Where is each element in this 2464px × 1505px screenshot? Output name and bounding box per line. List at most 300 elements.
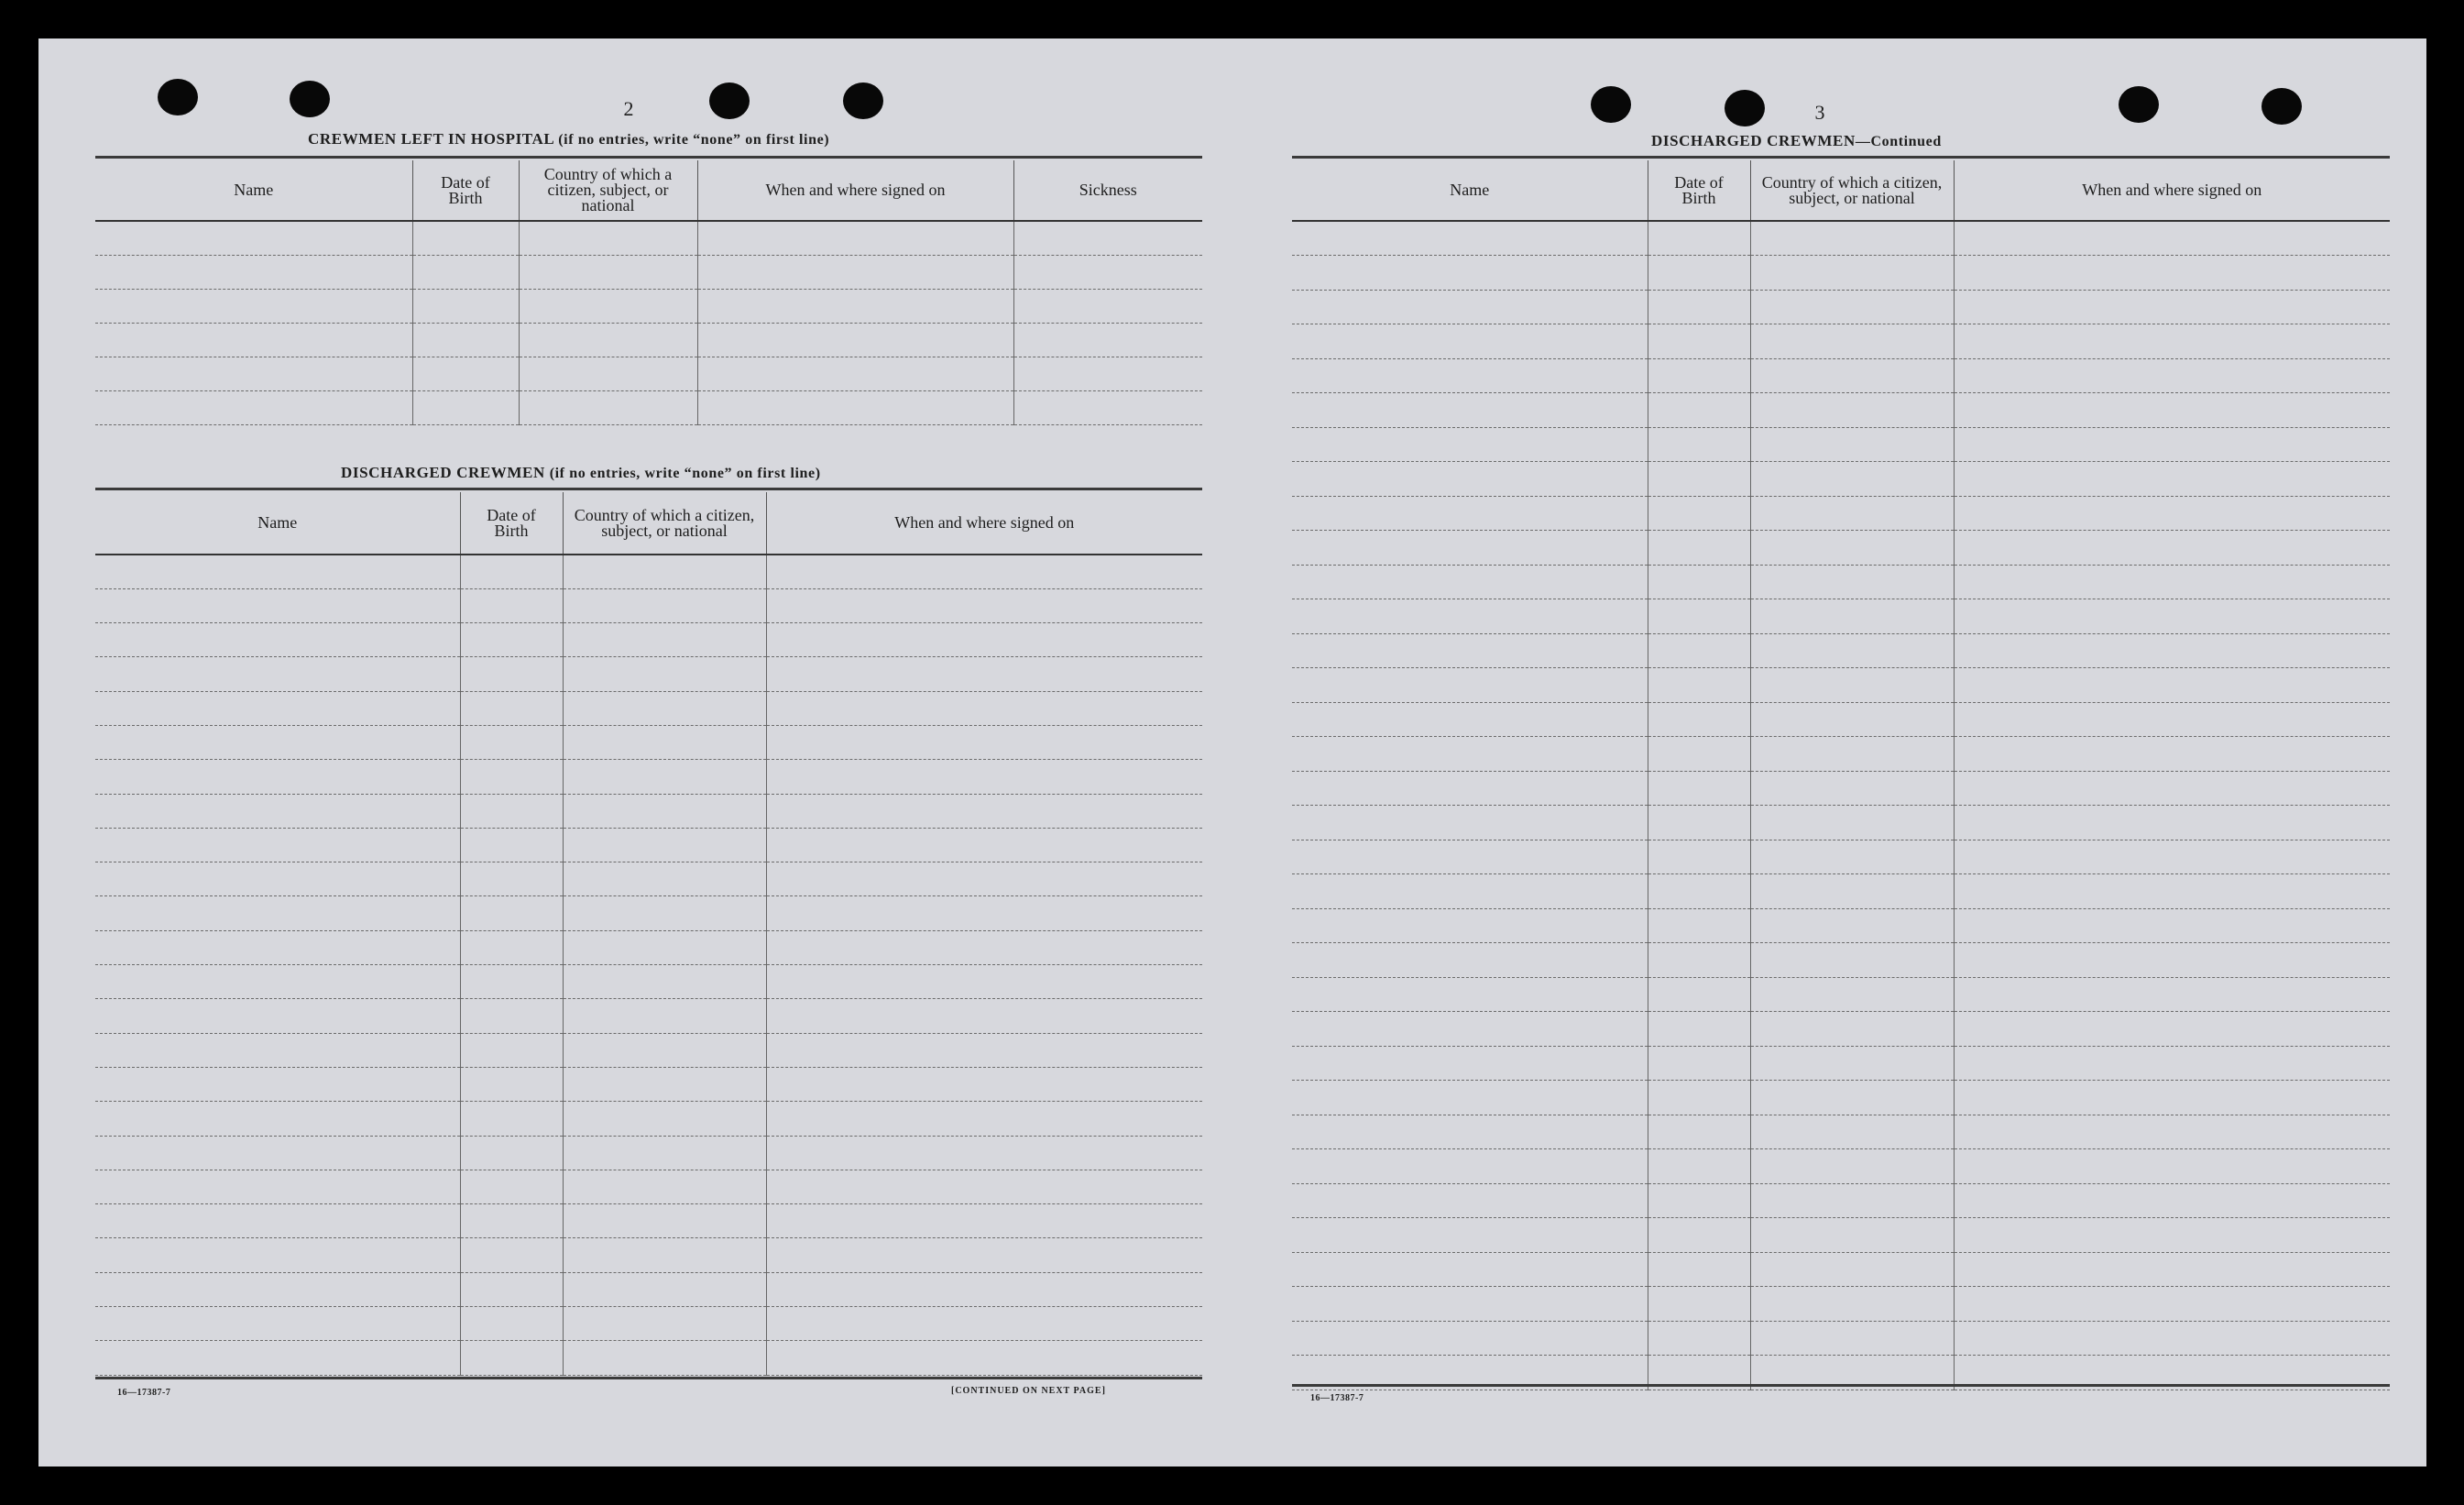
- blank-cell: [1954, 1321, 2390, 1356]
- blank-cell: [766, 1204, 1202, 1238]
- blank-cell: [460, 999, 563, 1033]
- blank-cell: [563, 555, 766, 588]
- blank-cell: [460, 794, 563, 828]
- blank-cell: [1292, 737, 1648, 772]
- table-row: [95, 289, 1202, 323]
- blank-cell: [766, 1067, 1202, 1101]
- blank-cell: [563, 1307, 766, 1341]
- blank-cell: [1292, 1012, 1648, 1047]
- blank-cell: [563, 930, 766, 964]
- col-country-label: Country of which a citizen, subject, or national: [574, 505, 755, 540]
- blank-cell: [1648, 1218, 1750, 1253]
- blank-cell: [95, 965, 460, 999]
- blank-cell: [1750, 668, 1954, 703]
- blank-cell: [460, 828, 563, 862]
- blank-cell: [563, 1341, 766, 1375]
- table-row: [1292, 565, 2390, 599]
- blank-cell: [460, 760, 563, 794]
- table-row: [1292, 771, 2390, 806]
- col-signed-on: When and where signed on: [1954, 160, 2390, 221]
- blank-cell: [1750, 496, 1954, 531]
- bottom-rule: [1292, 1384, 2390, 1387]
- table-row: [95, 1238, 1202, 1272]
- continued-suffix: —Continued: [1855, 134, 1942, 149]
- blank-cell: [95, 588, 460, 622]
- form-code: 16—17387-7: [1310, 1393, 1364, 1403]
- blank-cell: [1292, 427, 1648, 462]
- page-number: 3: [1814, 101, 1825, 124]
- blank-cell: [766, 1033, 1202, 1067]
- blank-cell: [1750, 633, 1954, 668]
- blank-cell: [1292, 1218, 1648, 1253]
- blank-cell: [1292, 1046, 1648, 1081]
- blank-cell: [1954, 393, 2390, 428]
- blank-cell: [460, 930, 563, 964]
- blank-cell: [1750, 1081, 1954, 1115]
- blank-cell: [1750, 1149, 1954, 1184]
- blank-cell: [563, 1067, 766, 1101]
- blank-cell: [1292, 1149, 1648, 1184]
- blank-cell: [1648, 771, 1750, 806]
- table-row: [1292, 1287, 2390, 1322]
- blank-cell: [766, 760, 1202, 794]
- blank-cell: [697, 390, 1013, 424]
- blank-cell: [766, 965, 1202, 999]
- blank-cell: [1750, 1046, 1954, 1081]
- blank-cell: [1750, 256, 1954, 291]
- blank-cell: [1292, 221, 1648, 256]
- blank-cell: [95, 725, 460, 759]
- blank-cell: [1292, 1115, 1648, 1149]
- blank-cell: [1648, 256, 1750, 291]
- blank-cell: [460, 1136, 563, 1170]
- col-country: [563, 492, 766, 555]
- table-row: [1292, 1252, 2390, 1287]
- blank-cell: [95, 1307, 460, 1341]
- blank-cell: [1292, 290, 1648, 324]
- blank-cell: [766, 896, 1202, 930]
- blank-cell: [1750, 531, 1954, 566]
- discharged-instruction: (if no entries, write “none” on first line): [549, 466, 821, 481]
- blank-cell: [1648, 531, 1750, 566]
- table-row: [1292, 737, 2390, 772]
- table-row: [1292, 221, 2390, 256]
- blank-cell: [766, 999, 1202, 1033]
- blank-cell: [1954, 1183, 2390, 1218]
- blank-cell: [460, 1272, 563, 1306]
- blank-cell: [1648, 737, 1750, 772]
- table-row: [95, 357, 1202, 390]
- blank-cell: [1013, 255, 1202, 289]
- blank-cell: [1292, 874, 1648, 909]
- blank-cell: [460, 588, 563, 622]
- blank-cell: [766, 657, 1202, 691]
- blank-cell: [1292, 462, 1648, 497]
- hospital-instruction: (if no entries, write “none” on first line): [558, 132, 830, 148]
- blank-cell: [766, 1136, 1202, 1170]
- blank-cell: [1648, 290, 1750, 324]
- blank-cell: [1292, 358, 1648, 393]
- form-code: 16—17387-7: [117, 1388, 171, 1398]
- blank-cell: [1648, 977, 1750, 1012]
- blank-cell: [766, 862, 1202, 896]
- blank-cell: [766, 1238, 1202, 1272]
- blank-cell: [460, 555, 563, 588]
- blank-cell: [563, 1170, 766, 1203]
- discharged-section-title: [341, 464, 821, 482]
- blank-cell: [1292, 1287, 1648, 1322]
- blank-cell: [95, 623, 460, 657]
- blank-cell: [460, 1341, 563, 1375]
- blank-cell: [95, 255, 412, 289]
- blank-cell: [95, 657, 460, 691]
- blank-cell: [95, 896, 460, 930]
- blank-cell: [1954, 462, 2390, 497]
- table-row: [95, 1102, 1202, 1136]
- table-row: [95, 1067, 1202, 1101]
- blank-cell: [1954, 1115, 2390, 1149]
- blank-cell: [1648, 393, 1750, 428]
- table-row: [95, 1272, 1202, 1306]
- blank-cell: [563, 896, 766, 930]
- blank-cell: [766, 1341, 1202, 1375]
- col-country-label: Country of which a citizen, subject, or national: [543, 165, 673, 214]
- blank-cell: [563, 1033, 766, 1067]
- blank-cell: [766, 1102, 1202, 1136]
- blank-cell: [1954, 1012, 2390, 1047]
- blank-cell: [1750, 874, 1954, 909]
- blank-cell: [412, 323, 519, 357]
- punch-hole: [2261, 88, 2302, 125]
- blank-cell: [412, 221, 519, 255]
- table-row: [1292, 1218, 2390, 1253]
- punch-hole: [158, 79, 198, 115]
- table-row: [95, 1307, 1202, 1341]
- blank-cell: [1648, 1081, 1750, 1115]
- punch-hole: [843, 82, 883, 119]
- blank-cell: [519, 323, 697, 357]
- table-row: [1292, 806, 2390, 840]
- blank-cell: [95, 1204, 460, 1238]
- discharged-title-text: DISCHARGED CREWMEN: [341, 464, 545, 481]
- blank-cell: [1648, 702, 1750, 737]
- bottom-rule: [95, 1377, 1202, 1379]
- hospital-section-title: [308, 130, 829, 148]
- blank-cell: [95, 390, 412, 424]
- blank-cell: [460, 965, 563, 999]
- blank-cell: [563, 588, 766, 622]
- blank-cell: [1954, 943, 2390, 978]
- table-row: [1292, 256, 2390, 291]
- blank-cell: [1648, 462, 1750, 497]
- blank-cell: [697, 357, 1013, 390]
- blank-cell: [519, 221, 697, 255]
- blank-cell: [1648, 874, 1750, 909]
- table-row: [95, 725, 1202, 759]
- blank-cell: [95, 1341, 460, 1375]
- blank-cell: [1750, 806, 1954, 840]
- blank-cell: [1648, 324, 1750, 359]
- table-row: [95, 794, 1202, 828]
- blank-cell: [95, 323, 412, 357]
- blank-cell: [95, 862, 460, 896]
- table-row: [95, 1204, 1202, 1238]
- blank-cell: [1292, 565, 1648, 599]
- blank-cell: [766, 623, 1202, 657]
- blank-cell: [1954, 633, 2390, 668]
- blank-cell: [95, 221, 412, 255]
- form-sheet: [38, 38, 2426, 1467]
- blank-cell: [1954, 496, 2390, 531]
- blank-cell: [1292, 1183, 1648, 1218]
- blank-cell: [1750, 221, 1954, 256]
- table-row: [1292, 1012, 2390, 1047]
- blank-cell: [95, 1272, 460, 1306]
- blank-cell: [766, 1272, 1202, 1306]
- blank-cell: [1292, 943, 1648, 978]
- table-row: [95, 1341, 1202, 1375]
- blank-cell: [460, 623, 563, 657]
- blank-cell: [563, 828, 766, 862]
- table-row: [95, 862, 1202, 896]
- blank-cell: [1648, 668, 1750, 703]
- table-row: [1292, 1046, 2390, 1081]
- blank-cell: [95, 289, 412, 323]
- blank-cell: [697, 221, 1013, 255]
- blank-cell: [1648, 633, 1750, 668]
- blank-cell: [1750, 771, 1954, 806]
- blank-cell: [563, 965, 766, 999]
- blank-cell: [1648, 565, 1750, 599]
- blank-cell: [460, 691, 563, 725]
- table-row: [1292, 633, 2390, 668]
- table-row: [1292, 1183, 2390, 1218]
- blank-cell: [563, 691, 766, 725]
- blank-cell: [563, 725, 766, 759]
- discharged-continued-text: DISCHARGED CREWMEN: [1651, 132, 1856, 149]
- blank-cell: [1648, 1252, 1750, 1287]
- col-country-label: Country of which a citizen, subject, or national: [1761, 172, 1943, 207]
- blank-cell: [1954, 599, 2390, 634]
- blank-cell: [1013, 323, 1202, 357]
- blank-cell: [1292, 1081, 1648, 1115]
- blank-cell: [1954, 358, 2390, 393]
- table-row: [95, 691, 1202, 725]
- col-country: [1750, 160, 1954, 221]
- blank-cell: [766, 555, 1202, 588]
- blank-cell: [1648, 1287, 1750, 1322]
- blank-cell: [1954, 806, 2390, 840]
- col-date-of-birth: [412, 160, 519, 221]
- blank-cell: [1750, 1218, 1954, 1253]
- table-row: [1292, 908, 2390, 943]
- blank-cell: [460, 862, 563, 896]
- blank-cell: [460, 1204, 563, 1238]
- table-row: [95, 1033, 1202, 1067]
- col-signed-on: When and where signed on: [766, 492, 1202, 555]
- blank-cell: [95, 760, 460, 794]
- table-row: [1292, 324, 2390, 359]
- blank-cell: [460, 1238, 563, 1272]
- blank-cell: [1954, 1287, 2390, 1322]
- blank-cell: [766, 1170, 1202, 1203]
- blank-cell: [1292, 324, 1648, 359]
- page-number: 2: [623, 97, 634, 120]
- blank-cell: [95, 1033, 460, 1067]
- blank-cell: [519, 289, 697, 323]
- table-row: [95, 623, 1202, 657]
- blank-cell: [95, 828, 460, 862]
- col-country: [519, 160, 697, 221]
- blank-cell: [1954, 290, 2390, 324]
- blank-cell: [1292, 977, 1648, 1012]
- table-row: [1292, 977, 2390, 1012]
- table-row: [1292, 668, 2390, 703]
- blank-cell: [766, 725, 1202, 759]
- blank-cell: [1648, 427, 1750, 462]
- col-sickness: Sickness: [1013, 160, 1202, 221]
- blank-cell: [1013, 289, 1202, 323]
- blank-cell: [697, 289, 1013, 323]
- blank-cell: [1954, 1081, 2390, 1115]
- blank-cell: [1648, 496, 1750, 531]
- table-row: [95, 221, 1202, 255]
- discharged-continued-title: [1651, 132, 1942, 150]
- table-row: [1292, 943, 2390, 978]
- blank-cell: [519, 390, 697, 424]
- blank-cell: [1648, 806, 1750, 840]
- blank-cell: [563, 862, 766, 896]
- blank-cell: [1750, 702, 1954, 737]
- blank-cell: [1013, 221, 1202, 255]
- blank-cell: [1750, 908, 1954, 943]
- blank-cell: [95, 357, 412, 390]
- table-row: [95, 255, 1202, 289]
- blank-cell: [1954, 1046, 2390, 1081]
- blank-cell: [95, 1136, 460, 1170]
- blank-cell: [460, 1307, 563, 1341]
- blank-cell: [1750, 462, 1954, 497]
- blank-cell: [519, 255, 697, 289]
- table-row: [1292, 874, 2390, 909]
- blank-cell: [1750, 1012, 1954, 1047]
- section-rule: [95, 488, 1202, 490]
- punch-hole: [290, 81, 330, 117]
- table-row: [95, 965, 1202, 999]
- blank-cell: [1954, 874, 2390, 909]
- blank-cell: [1292, 1321, 1648, 1356]
- table-row: [1292, 393, 2390, 428]
- table-row: [1292, 531, 2390, 566]
- table-row: [95, 588, 1202, 622]
- table-row: [1292, 1149, 2390, 1184]
- blank-cell: [95, 1238, 460, 1272]
- blank-cell: [1292, 531, 1648, 566]
- blank-cell: [1750, 324, 1954, 359]
- table-row: [95, 999, 1202, 1033]
- blank-cell: [766, 691, 1202, 725]
- blank-cell: [95, 555, 460, 588]
- blank-cell: [1292, 668, 1648, 703]
- blank-cell: [95, 999, 460, 1033]
- table-row: [1292, 599, 2390, 634]
- col-date-of-birth-label: Date of Birth: [441, 172, 490, 207]
- blank-cell: [1292, 840, 1648, 874]
- blank-cell: [1750, 1252, 1954, 1287]
- punch-hole: [709, 82, 750, 119]
- blank-cell: [1648, 1183, 1750, 1218]
- blank-cell: [1292, 806, 1648, 840]
- blank-cell: [1648, 943, 1750, 978]
- blank-cell: [563, 999, 766, 1033]
- blank-cell: [1954, 840, 2390, 874]
- blank-cell: [1750, 1183, 1954, 1218]
- table-row: [1292, 1115, 2390, 1149]
- table-row: [1292, 1321, 2390, 1356]
- section-rule: [1292, 156, 2390, 159]
- blank-cell: [1648, 599, 1750, 634]
- blank-cell: [1292, 599, 1648, 634]
- blank-cell: [95, 794, 460, 828]
- table-row: [1292, 1081, 2390, 1115]
- table-row: [1292, 702, 2390, 737]
- blank-cell: [563, 657, 766, 691]
- blank-cell: [1292, 633, 1648, 668]
- hospital-table: [95, 160, 1202, 425]
- blank-cell: [460, 1170, 563, 1203]
- blank-cell: [563, 794, 766, 828]
- blank-cell: [1648, 358, 1750, 393]
- col-date-of-birth: [460, 492, 563, 555]
- blank-cell: [412, 357, 519, 390]
- punch-hole: [2119, 86, 2159, 123]
- table-row: [1292, 462, 2390, 497]
- blank-cell: [1954, 977, 2390, 1012]
- blank-cell: [519, 357, 697, 390]
- table-row: [95, 828, 1202, 862]
- blank-cell: [1954, 531, 2390, 566]
- table-row: [95, 1170, 1202, 1203]
- blank-cell: [1648, 221, 1750, 256]
- blank-cell: [766, 588, 1202, 622]
- col-date-of-birth-label: Date of Birth: [487, 505, 536, 540]
- blank-cell: [1292, 393, 1648, 428]
- blank-cell: [1954, 427, 2390, 462]
- blank-cell: [1954, 668, 2390, 703]
- blank-cell: [1648, 1321, 1750, 1356]
- blank-cell: [563, 1272, 766, 1306]
- blank-cell: [1648, 1012, 1750, 1047]
- col-name: Name: [95, 160, 412, 221]
- blank-cell: [1954, 771, 2390, 806]
- blank-cell: [95, 1170, 460, 1203]
- col-name: Name: [95, 492, 460, 555]
- table-row: [95, 390, 1202, 424]
- table-row: [95, 1136, 1202, 1170]
- discharged-table: [95, 492, 1202, 1376]
- blank-cell: [1013, 357, 1202, 390]
- blank-cell: [563, 1238, 766, 1272]
- table-row: [95, 555, 1202, 588]
- blank-cell: [412, 390, 519, 424]
- blank-cell: [766, 1307, 1202, 1341]
- punch-hole: [1725, 90, 1765, 126]
- table-row: [95, 930, 1202, 964]
- blank-cell: [1750, 599, 1954, 634]
- discharged-continued-table: [1292, 160, 2390, 1390]
- blank-cell: [95, 691, 460, 725]
- blank-cell: [1292, 771, 1648, 806]
